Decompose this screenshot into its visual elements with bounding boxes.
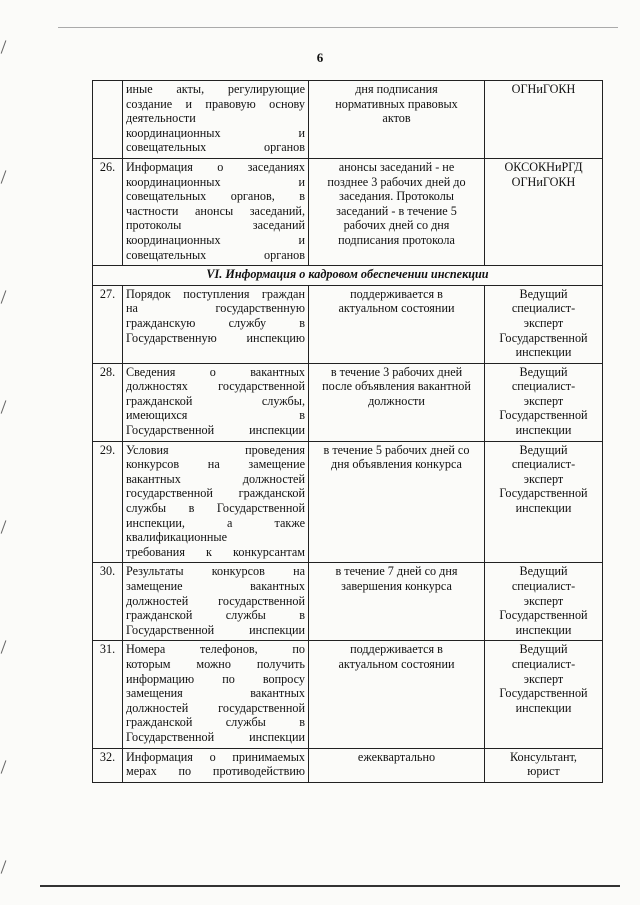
table-row (93, 285, 603, 363)
cell-line: должности (368, 393, 425, 408)
cell-line: инспекции (515, 501, 572, 516)
term-cell (309, 158, 485, 265)
top-rule (58, 27, 618, 28)
cell-line: государственной гражданской (126, 486, 305, 501)
responsible-cell (485, 363, 603, 441)
row-number: 32. (93, 748, 123, 782)
cell-line: Информация о заседаниях (126, 159, 305, 174)
cell-line: Условия проведения (126, 442, 305, 457)
cell-line: после объявления вакантной (322, 379, 471, 394)
info-name-cell (123, 441, 309, 563)
responsible-cell (485, 285, 603, 363)
bottom-rule (40, 885, 620, 887)
cell-line: Государственную инспекцию (126, 330, 305, 345)
scan-artifact (250, 18, 410, 32)
cell-line: в течение 3 рабочих дней (330, 364, 463, 379)
cell-line: Сведения о вакантных (126, 364, 305, 379)
cell-line: совещательных органов (126, 247, 305, 262)
cell-line: координационных и (126, 232, 305, 247)
cell-line: позднее 3 рабочих дней до (327, 174, 466, 189)
info-name-cell (123, 748, 309, 782)
cell-line: замещения вакантных (126, 686, 305, 701)
cell-line: ОКСОКНиРГД (504, 159, 583, 174)
responsible-cell (485, 158, 603, 265)
cell-line: Государственной инспекции (126, 729, 305, 744)
cell-line: гражданской службы в (126, 715, 305, 730)
cell-line: ОГНиГОКН (511, 174, 576, 189)
cell-line: эксперт (523, 593, 564, 608)
cell-line: заседания. Протоколы (339, 189, 454, 204)
cell-line: в течение 5 рабочих дней со (323, 442, 470, 457)
row-number: 30. (93, 563, 123, 641)
cell-line: поддерживается в (350, 286, 443, 301)
cell-line: координационных и (126, 125, 305, 140)
cell-line: должностей государственной (126, 593, 305, 608)
cell-line: дня подписания (355, 82, 438, 96)
cell-line: завершения конкурса (341, 579, 452, 593)
term-cell (309, 441, 485, 563)
info-name-cell (123, 285, 309, 363)
cell-line: инспекции (515, 622, 572, 637)
cell-line: замещение вакантных (126, 579, 305, 593)
cell-line: гражданскую службу в (126, 315, 305, 330)
row-number: 27. (93, 285, 123, 363)
term-cell (309, 641, 485, 748)
cell-line: квалификационные (126, 530, 227, 545)
cell-line: Ведущий (519, 364, 568, 379)
cell-line: дня объявления конкурса (331, 457, 462, 472)
cell-line: Информация о принимаемых (126, 749, 305, 764)
term-cell (309, 563, 485, 641)
responsible-cell (485, 748, 603, 782)
info-name-cell (123, 363, 309, 441)
term-cell (309, 81, 485, 159)
cell-line: гражданской службы в (126, 608, 305, 623)
cell-line: специалист- (511, 301, 576, 316)
row-number: 26. (93, 158, 123, 265)
cell-line: Государственной инспекции (126, 423, 305, 438)
cell-line: поддерживается в (350, 642, 443, 657)
table-row (93, 748, 603, 782)
cell-line: Государственной (499, 408, 588, 423)
cell-line: инспекции (515, 423, 572, 438)
cell-line: ОГНиГОКН (511, 82, 576, 96)
cell-line: конкурсов на замещение (126, 457, 305, 472)
cell-line: Ведущий (519, 442, 568, 457)
info-name-cell (123, 158, 309, 265)
row-number: 31. (93, 641, 123, 748)
cell-line: должностях государственной (126, 379, 305, 394)
cell-line: нормативных правовых (335, 96, 458, 111)
cell-line: эксперт (523, 315, 564, 330)
cell-line: совещательных органов, в (126, 189, 305, 204)
cell-line: подписания протокола (338, 232, 455, 247)
cell-line: службы в Государственной (126, 501, 305, 516)
cell-line: специалист- (511, 656, 576, 671)
responsible-cell (485, 563, 603, 641)
cell-line: Государственной (499, 330, 588, 345)
cell-line: которым можно получить (126, 656, 305, 671)
information-table (92, 80, 603, 783)
cell-line: рабочих дней со дня (343, 218, 450, 233)
table-row (93, 363, 603, 441)
cell-line: эксперт (523, 471, 564, 486)
cell-line: совещательных органов (126, 140, 305, 155)
cell-line: требования к конкурсантам (126, 544, 305, 559)
row-number: 29. (93, 441, 123, 563)
section-heading: VI. Информация о кадровом обеспечении инспекции (93, 266, 603, 286)
cell-line: Результаты конкурсов на (126, 564, 305, 579)
cell-line: Государственной (499, 608, 588, 623)
cell-line: имеющихся в (126, 408, 305, 423)
table-row (93, 158, 603, 265)
cell-line: специалист- (511, 457, 576, 472)
row-number (93, 81, 123, 159)
cell-line: Государственной (499, 686, 588, 701)
cell-line: Номера телефонов, по (126, 642, 305, 657)
cell-line: координационных и (126, 174, 305, 189)
row-number: 28. (93, 363, 123, 441)
cell-line: Ведущий (519, 564, 568, 579)
cell-line: на государственную (126, 301, 305, 316)
table-row (93, 266, 603, 286)
cell-line: специалист- (511, 379, 576, 394)
cell-line: гражданской службы, (126, 393, 305, 408)
cell-line: в течение 7 дней со дня (335, 564, 458, 579)
cell-line: информацию по вопросу (126, 671, 305, 686)
cell-line: Государственной инспекции (126, 622, 305, 637)
cell-line: инспекции, а также (126, 515, 305, 530)
page-number: 6 (316, 50, 324, 65)
cell-line: должностей государственной (126, 700, 305, 715)
cell-line: частности анонсы заседаний, (126, 203, 305, 218)
table-row (93, 441, 603, 563)
cell-line: Порядок поступления граждан (126, 286, 305, 301)
cell-line: актов (382, 111, 411, 126)
cell-line: Ведущий (519, 286, 568, 301)
cell-line: вакантных должностей (126, 471, 305, 486)
cell-line: актуальном состоянии (338, 656, 455, 671)
cell-line: создание и правовую основу (126, 96, 305, 111)
cell-line: иные акты, регулирующие (126, 82, 305, 96)
table-row (93, 563, 603, 641)
responsible-cell (485, 641, 603, 748)
table-row (93, 81, 603, 159)
info-name-cell (123, 563, 309, 641)
cell-line: деятельности (126, 111, 196, 126)
responsible-cell (485, 441, 603, 563)
cell-line: юрист (527, 764, 560, 779)
cell-line: мерах по противодействию (126, 764, 305, 779)
cell-line: специалист- (511, 579, 576, 593)
cell-line: Ведущий (519, 642, 568, 657)
term-cell (309, 363, 485, 441)
cell-line: протоколы заседаний (126, 218, 305, 233)
cell-line: Консультант, (510, 749, 577, 764)
cell-line: эксперт (523, 393, 564, 408)
responsible-cell (485, 81, 603, 159)
term-cell (309, 285, 485, 363)
info-name-cell (123, 81, 309, 159)
cell-line: эксперт (523, 671, 564, 686)
info-name-cell (123, 641, 309, 748)
table-row (93, 641, 603, 748)
term-cell (309, 748, 485, 782)
cell-line: инспекции (515, 700, 572, 715)
cell-line: анонсы заседаний - не (338, 159, 455, 174)
cell-line: актуальном состоянии (338, 301, 455, 316)
cell-line: инспекции (515, 345, 572, 360)
cell-line: заседаний - в течение 5 (336, 203, 457, 218)
cell-line: Государственной (499, 486, 588, 501)
binder-margin-marks (0, 0, 12, 905)
cell-line: ежеквартально (357, 749, 436, 764)
